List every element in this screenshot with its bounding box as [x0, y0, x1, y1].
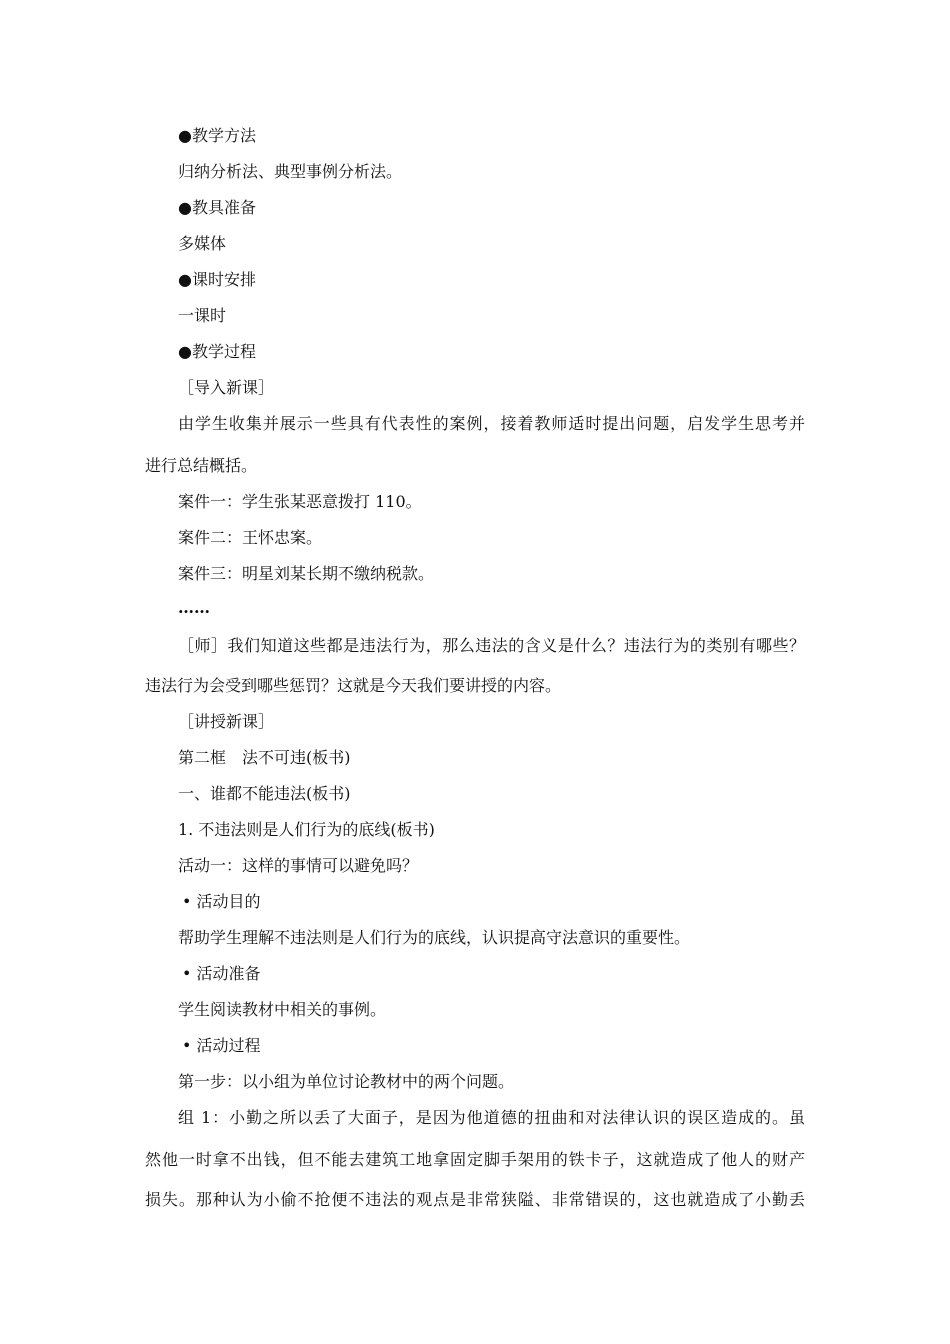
case-item: 案件一：学生张某恶意拨打 110。 [178, 492, 422, 511]
paragraph-line: 然他一时拿不出钱，但不能去建筑工地拿固定脚手架用的铁卡子，这就造成了他人的财产 [145, 1150, 805, 1169]
bullet-item: • 活动准备 [182, 964, 261, 983]
heading-teaching-process: ●教学过程 [178, 342, 256, 361]
paragraph-line: 一课时 [178, 306, 227, 325]
paragraph-line: 一、谁都不能违法(板书) [178, 784, 351, 803]
heading-teaching-tools: ●教具准备 [178, 198, 256, 217]
paragraph-line: 学生阅读教材中相关的事例。 [178, 1000, 387, 1019]
ellipsis: …… [178, 598, 210, 617]
paragraph-line: 组 1：小勤之所以丢了大面子，是因为他道德的扭曲和对法律认识的误区造成的。虽 [178, 1108, 805, 1127]
paragraph-line: 由学生收集并展示一些具有代表性的案例，接着教师适时提出问题，启发学生思考并 [178, 414, 805, 433]
case-item: 案件三：明星刘某长期不缴纳税款。 [178, 564, 435, 583]
paragraph-line: 违法行为会受到哪些惩罚？这就是今天我们要讲授的内容。 [145, 676, 562, 695]
bullet-item: • 活动过程 [182, 1036, 261, 1055]
section-label-intro: ［导入新课］ [178, 378, 275, 397]
paragraph-line: 帮助学生理解不违法则是人们行为的底线，认识提高守法意识的重要性。 [178, 928, 691, 947]
paragraph-line: 多媒体 [178, 234, 227, 253]
paragraph-line: 损失。那种认为小偷不抢便不违法的观点是非常狭隘、非常错误的，这也就造成了小勤丢 [145, 1190, 805, 1209]
paragraph-line: 进行总结概括。 [145, 456, 258, 475]
bullet-item: • 活动目的 [182, 892, 261, 911]
heading-teaching-method: ●教学方法 [178, 126, 256, 145]
paragraph-line: 活动一：这样的事情可以避免吗？ [178, 856, 419, 875]
paragraph-line: 归纳分析法、典型事例分析法。 [178, 162, 403, 181]
case-item: 案件二：王怀忠案。 [178, 528, 323, 547]
paragraph-line: 第二框 法不可违(板书) [178, 748, 351, 767]
section-label-new-lesson: ［讲授新课］ [178, 712, 275, 731]
paragraph-line: ［师］我们知道这些都是违法行为，那么违法的含义是什么？违法行为的类别有哪些？ [178, 636, 805, 655]
paragraph-line: 1. 不违法则是人们行为的底线(板书) [178, 820, 435, 839]
paragraph-line: 第一步：以小组为单位讨论教材中的两个问题。 [178, 1072, 515, 1091]
heading-schedule: ●课时安排 [178, 270, 256, 289]
